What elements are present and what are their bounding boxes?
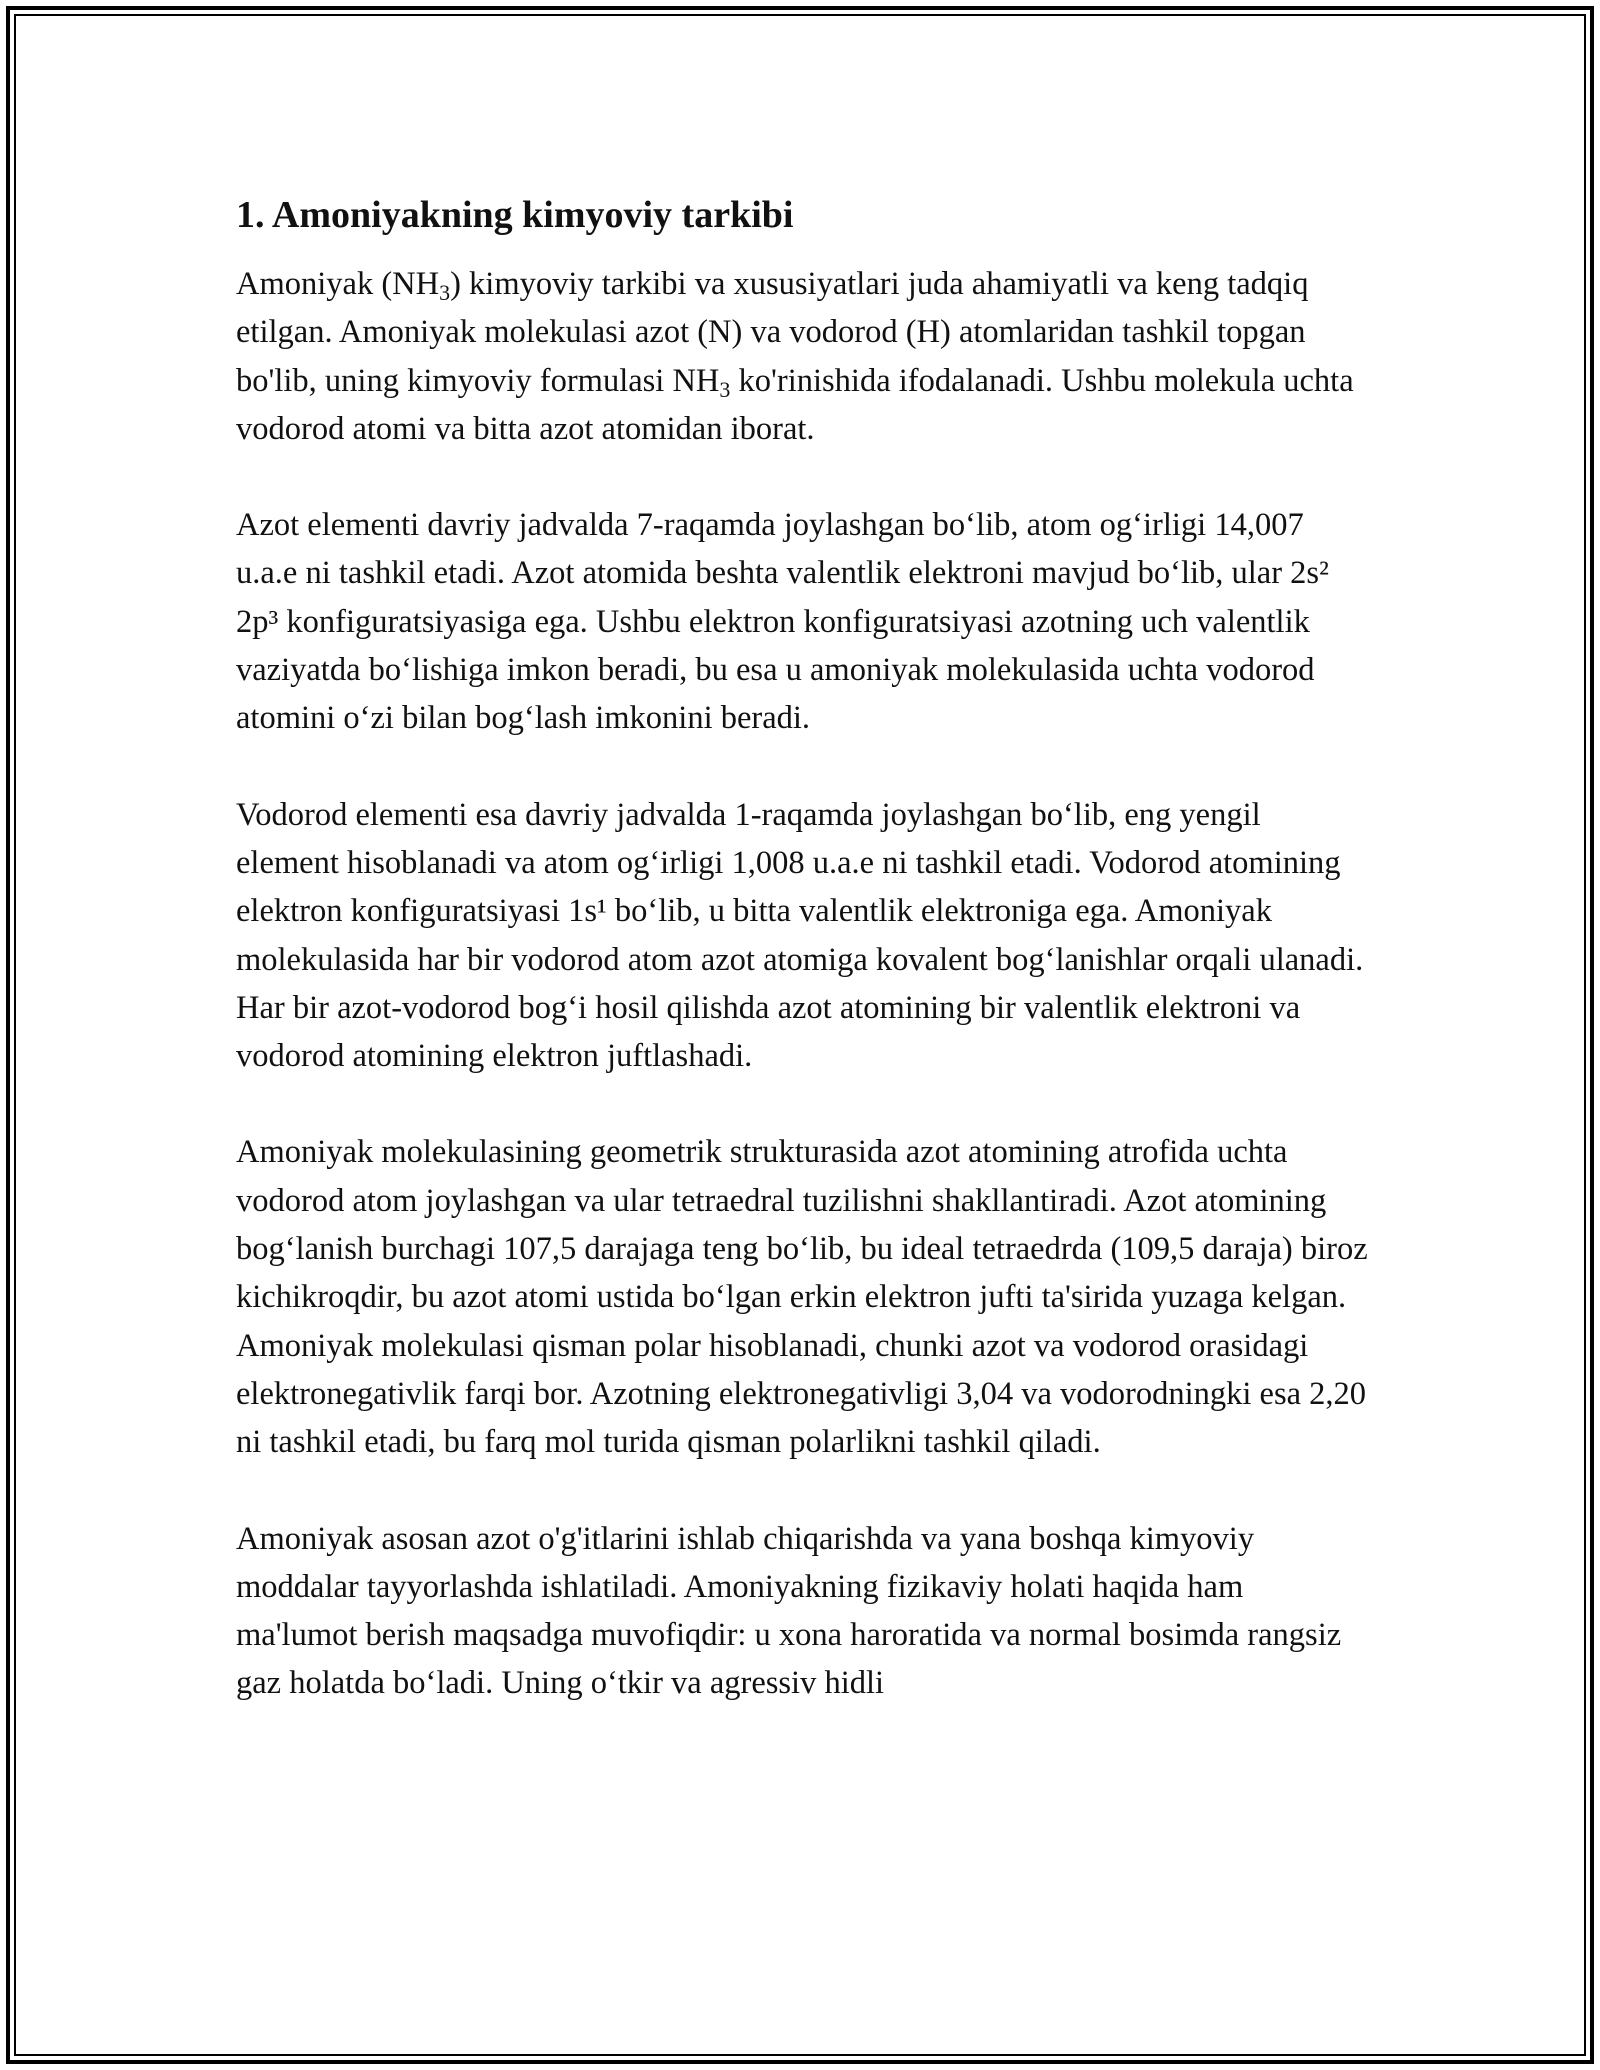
paragraph-composition-text-3: ko'rinishida ifodalanadi. Ushbu molekula uchta vodorod atomi va bitta azot atomidan iborat. — [236, 362, 1354, 447]
paragraph-geometry: Amoniyak molekulasining geometrik strukturasida azot atomining atrofida uchta vodorod atom joylashgan va ular tetraedral tuzilishni shakllantiradi. Azot atomining bog‘lanish burchagi 107,5 darajaga teng bo‘lib, bu ideal tetraedrda (109,5 daraja) biroz kichikroqdir, bu azot atomi ustida bo‘lgan erkin elektron jufti ta'sirida yuzaga kelgan. Amoniyak molekulasi qisman polar hisoblanadi, chunki azot va vodorod orasidagi elektronegativlik farqi bor. Azotning elektronegativligi 3,04 va vodorodningki esa 2,20 ni tashkil etadi, bu farq mol turida qisman polarlikni tashkil qiladi. — [236, 1134, 1368, 1461]
subscript-3: 3 — [719, 376, 731, 402]
subscript-3: 3 — [439, 280, 451, 305]
document-body — [236, 190, 1368, 1756]
paragraph-nitrogen: Azot elementi davriy jadvalda 7-raqamda joylashgan bo‘lib, atom og‘irligi 14,007 u.a.e ni tashkil etadi. Azot atomida beshta valentlik elektroni mavjud bo‘lib, ular 2s² 2p³ konfiguratsiyasiga ega. Ushbu elektron konfiguratsiyasi azotning uch valentlik vaziyatda bo‘lishiga imkon beradi, bu esa u amoniyak molekulasida uchta vodorod atomini o‘zi bilan bog‘lash imkonini beradi. — [236, 507, 1329, 737]
paragraph-composition-text-2: ) kimyoviy tarkibi va xususiyatlari juda ahamiyatli va keng tadqiq etilgan. Amoniyak molekulasi azot (N) va vodorod (H) atomlaridan tashkil topgan bo'lib, uning kimyoviy formulasi NH — [236, 266, 1309, 399]
section-heading: 1. Amoniyakning kimyoviy tarkibi — [236, 194, 794, 236]
paragraph-usage: Amoniyak asosan azot o'g'itlarini ishlab chiqarishda va yana boshqa kimyoviy moddalar tayyorlashda ishlatiladi. Amoniyakning fizikaviy holati haqida ham ma'lumot berish maqsadga muvofiqdir: u xona haroratida va normal bosimda rangsiz gaz holatda bo‘ladi. Uning o‘tkir va agressiv hidli — [236, 1520, 1342, 1702]
paragraph-composition-text-1: Amoniyak (NH — [236, 266, 440, 302]
paragraph-hydrogen: Vodorod elementi esa davriy jadvalda 1-raqamda joylashgan bo‘lib, eng yengil element hisoblanadi va atom og‘irligi 1,008 u.a.e ni tashkil etadi. Vodorod atomining elektron konfiguratsiyasi 1s¹ bo‘lib, u bitta valentlik elektroniga ega. Amoniyak molekulasida har bir vodorod atom azot atomiga kovalent bog‘lanishlar orqali ulanadi. Har bir azot-vodorod bog‘i hosil qilishda azot atomining bir valentlik elektroni va vodorod atomining elektron juftlashadi. — [236, 796, 1364, 1075]
paragraph-composition — [236, 260, 1368, 453]
